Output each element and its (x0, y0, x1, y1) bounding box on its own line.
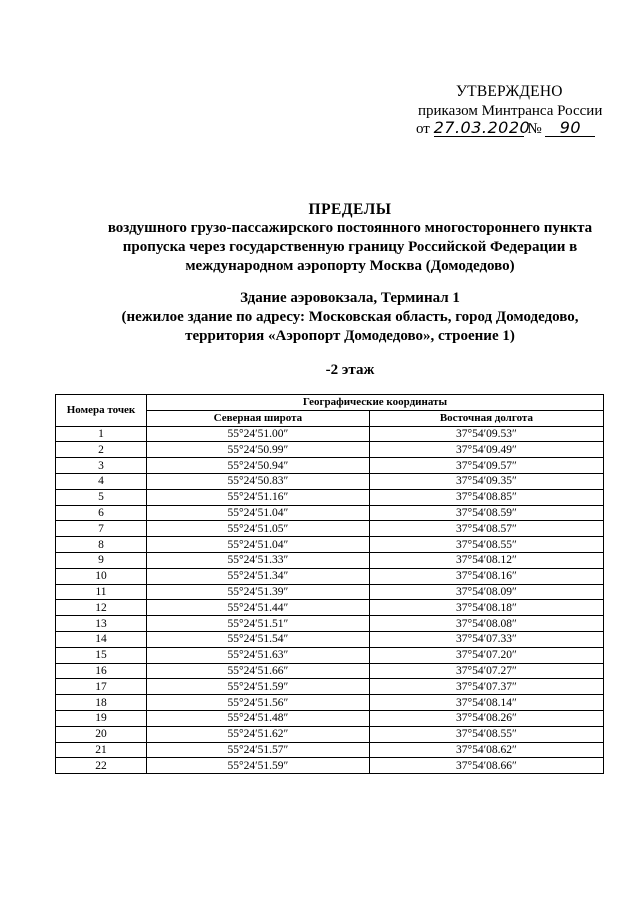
longitude-cell: 37°54′08.57″ (369, 521, 603, 537)
header-latitude: Северная широта (147, 410, 370, 426)
point-number: 16 (56, 663, 147, 679)
latitude-cell: 55°24′51.54″ (147, 631, 370, 647)
point-number: 2 (56, 442, 147, 458)
latitude-cell: 55°24′51.48″ (147, 710, 370, 726)
point-number: 20 (56, 726, 147, 742)
longitude-cell: 37°54′08.55″ (369, 537, 603, 553)
table-row (56, 568, 604, 584)
point-number: 11 (56, 584, 147, 600)
longitude-cell: 37°54′08.08″ (369, 616, 603, 632)
longitude-cell: 37°54′08.14″ (369, 695, 603, 711)
table-row (56, 600, 604, 616)
point-number: 15 (56, 647, 147, 663)
latitude-cell: 55°24′51.62″ (147, 726, 370, 742)
table-row (56, 584, 604, 600)
table-row (56, 742, 604, 758)
approval-title: УТВЕРЖДЕНО (456, 83, 563, 100)
table-row (56, 695, 604, 711)
point-number: 22 (56, 758, 147, 774)
longitude-cell: 37°54′07.27″ (369, 663, 603, 679)
approval-order-line: приказом Минтранса России (418, 103, 603, 119)
point-number: 1 (56, 426, 147, 442)
point-number: 4 (56, 473, 147, 489)
latitude-cell: 55°24′51.34″ (147, 568, 370, 584)
longitude-cell: 37°54′09.35″ (369, 473, 603, 489)
header-points: Номера точек (56, 395, 147, 427)
table-row (56, 726, 604, 742)
point-number: 9 (56, 552, 147, 568)
longitude-cell: 37°54′07.33″ (369, 631, 603, 647)
longitude-cell: 37°54′08.85″ (369, 489, 603, 505)
point-number: 7 (56, 521, 147, 537)
latitude-cell: 55°24′51.00″ (147, 426, 370, 442)
point-number: 21 (56, 742, 147, 758)
longitude-cell: 37°54′08.12″ (369, 552, 603, 568)
latitude-cell: 55°24′51.39″ (147, 584, 370, 600)
building-description (80, 289, 620, 346)
latitude-cell: 55°24′51.56″ (147, 695, 370, 711)
latitude-cell: 55°24′51.16″ (147, 489, 370, 505)
point-number: 8 (56, 537, 147, 553)
table-row (56, 758, 604, 774)
document-title: ПРЕДЕЛЫ (308, 201, 392, 218)
longitude-cell: 37°54′08.26″ (369, 710, 603, 726)
latitude-cell: 55°24′51.44″ (147, 600, 370, 616)
floor-label: -2 этаж (325, 362, 375, 378)
latitude-cell: 55°24′51.04″ (147, 505, 370, 521)
longitude-cell: 37°54′09.57″ (369, 458, 603, 474)
table-body (56, 426, 604, 774)
table-row (56, 458, 604, 474)
point-number: 10 (56, 568, 147, 584)
longitude-cell: 37°54′09.53″ (369, 426, 603, 442)
table-row (56, 426, 604, 442)
longitude-cell: 37°54′08.62″ (369, 742, 603, 758)
building-line: территория «Аэропорт Домодедово», строение 1) (185, 328, 515, 344)
table-row (56, 505, 604, 521)
number-sign: № (527, 121, 542, 137)
table-row (56, 521, 604, 537)
point-number: 3 (56, 458, 147, 474)
table-row (56, 616, 604, 632)
table-row (56, 442, 604, 458)
point-number: 12 (56, 600, 147, 616)
header-longitude: Восточная долгота (369, 410, 603, 426)
point-number: 17 (56, 679, 147, 695)
building-line: (нежилое здание по адресу: Московская область, город Домодедово, (121, 309, 579, 325)
latitude-cell: 55°24′50.94″ (147, 458, 370, 474)
subtitle-line: международном аэропорту Москва (Домодедово) (185, 258, 515, 274)
handwritten-number: 90 (545, 120, 595, 137)
table-row (56, 679, 604, 695)
latitude-cell: 55°24′50.99″ (147, 442, 370, 458)
point-number: 19 (56, 710, 147, 726)
header-geo: Географические координаты (147, 395, 604, 411)
table-row (56, 631, 604, 647)
longitude-cell: 37°54′08.66″ (369, 758, 603, 774)
latitude-cell: 55°24′50.83″ (147, 473, 370, 489)
point-number: 5 (56, 489, 147, 505)
longitude-cell: 37°54′08.55″ (369, 726, 603, 742)
latitude-cell: 55°24′51.05″ (147, 521, 370, 537)
longitude-cell: 37°54′09.49″ (369, 442, 603, 458)
table-row (56, 647, 604, 663)
approval-date-line (416, 119, 595, 139)
table-row (56, 552, 604, 568)
latitude-cell: 55°24′51.66″ (147, 663, 370, 679)
longitude-cell: 37°54′07.37″ (369, 679, 603, 695)
table-row (56, 663, 604, 679)
point-number: 18 (56, 695, 147, 711)
document-title-block (80, 200, 620, 276)
handwritten-date: 27.03.2020 (433, 118, 531, 137)
table-row (56, 710, 604, 726)
latitude-cell: 55°24′51.51″ (147, 616, 370, 632)
latitude-cell: 55°24′51.63″ (147, 647, 370, 663)
point-number: 6 (56, 505, 147, 521)
longitude-cell: 37°54′08.09″ (369, 584, 603, 600)
longitude-cell: 37°54′08.18″ (369, 600, 603, 616)
point-number: 13 (56, 616, 147, 632)
building-line: Здание аэровокзала, Терминал 1 (240, 290, 460, 306)
latitude-cell: 55°24′51.33″ (147, 552, 370, 568)
subtitle-line: воздушного грузо-пассажирского постоянного многостороннего пункта (107, 220, 593, 236)
table-row (56, 473, 604, 489)
longitude-cell: 37°54′07.20″ (369, 647, 603, 663)
latitude-cell: 55°24′51.59″ (147, 679, 370, 695)
latitude-cell: 55°24′51.59″ (147, 758, 370, 774)
latitude-cell: 55°24′51.04″ (147, 537, 370, 553)
point-number: 14 (56, 631, 147, 647)
from-prefix: от (416, 121, 430, 137)
table-row (56, 489, 604, 505)
subtitle-line: пропуска через государственную границу Российской Федерации в (122, 239, 578, 255)
latitude-cell: 55°24′51.57″ (147, 742, 370, 758)
table-row (56, 537, 604, 553)
coordinates-table (55, 394, 604, 774)
longitude-cell: 37°54′08.59″ (369, 505, 603, 521)
longitude-cell: 37°54′08.16″ (369, 568, 603, 584)
